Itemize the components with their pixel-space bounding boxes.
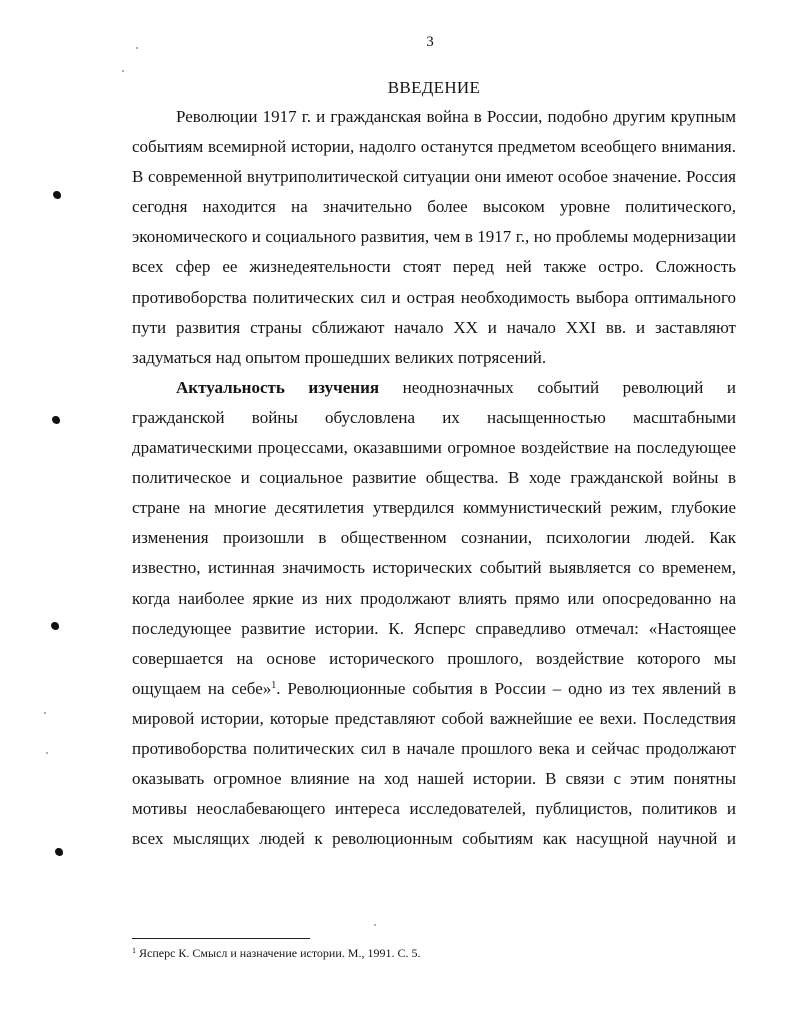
footnote-divider: [132, 938, 310, 939]
scan-speck: [122, 70, 124, 72]
page-number: 3: [426, 34, 434, 50]
paragraph-2-part-1: неоднозначных событий революций и гражданской войны обусловлена их насыщенностью масштабными драматическими процессами, оказавшими огромное воздействие на последующее политическое и социальное развитие общества. В ходе гражданской войны в стране на многие десятилетия утвердился коммунистический режим, глубокие изменения произошли в общественном сознании, психологии людей. Как известно, истинная значимость исторических событий выявляется со временем, когда наиболее яркие из них продолжают влиять прямо или опосредованно на последующее развитие истории. К. Ясперс справедливо отмечал: «Настоящее совершается на основе исторического прошлого, воздействие которого мы ощущаем на себе»: [132, 377, 736, 698]
page-title: ВВЕДЕНИЕ: [387, 78, 481, 97]
footnote-number: 1: [132, 946, 136, 955]
paragraph-1: Революции 1917 г. и гражданская война в России, подобно другим крупным событиям всемирной истории, надолго останутся предметом всеобщего внимания. В современной внутриполитической ситуации они имеют особое значение. Россия сегодня находится на значительно более высоком уровне политического, экономического и социального развития, чем в 1917 г., но проблемы модернизации всех сфер ее жизнедеятельности стоят перед ней также остро. Сложность противоборства политических сил и острая необходимость выбора оптимального пути развития страны сближают начало XX и начало XXI вв. и заставляют задуматься над опытом прошедших великих потрясений.: [132, 107, 736, 367]
footnote-reference[interactable]: 1: [271, 679, 277, 691]
scan-speck: [374, 924, 376, 926]
punch-mark: [55, 848, 63, 856]
punch-mark: [52, 416, 60, 424]
body-text: [132, 102, 736, 854]
footnote: [132, 946, 420, 961]
scan-speck: [46, 752, 48, 754]
paragraph-2-lead: Актуальность изучения: [176, 377, 380, 397]
scan-speck: [44, 712, 46, 714]
punch-mark: [53, 191, 61, 199]
scan-speck: [136, 47, 138, 49]
punch-mark: [51, 622, 59, 630]
paragraph-2: [132, 373, 736, 855]
footnote-text: Ясперс К. Смысл и назначение истории. М., 1991. С. 5.: [136, 946, 421, 960]
paragraph-2-part-2: . Революционные события в России – одно из тех явлений в мировой истории, которые представляют собой важнейшие ее вехи. Последствия противоборства политических сил в начале прошлого века и сейчас продолжают оказывать огромное влияние на ход нашей истории. В связи с этим понятны мотивы неослабевающего интереса исследователей, публицистов, политиков и всех мыслящих людей к революционным событиям как насущной научной и: [132, 678, 736, 849]
